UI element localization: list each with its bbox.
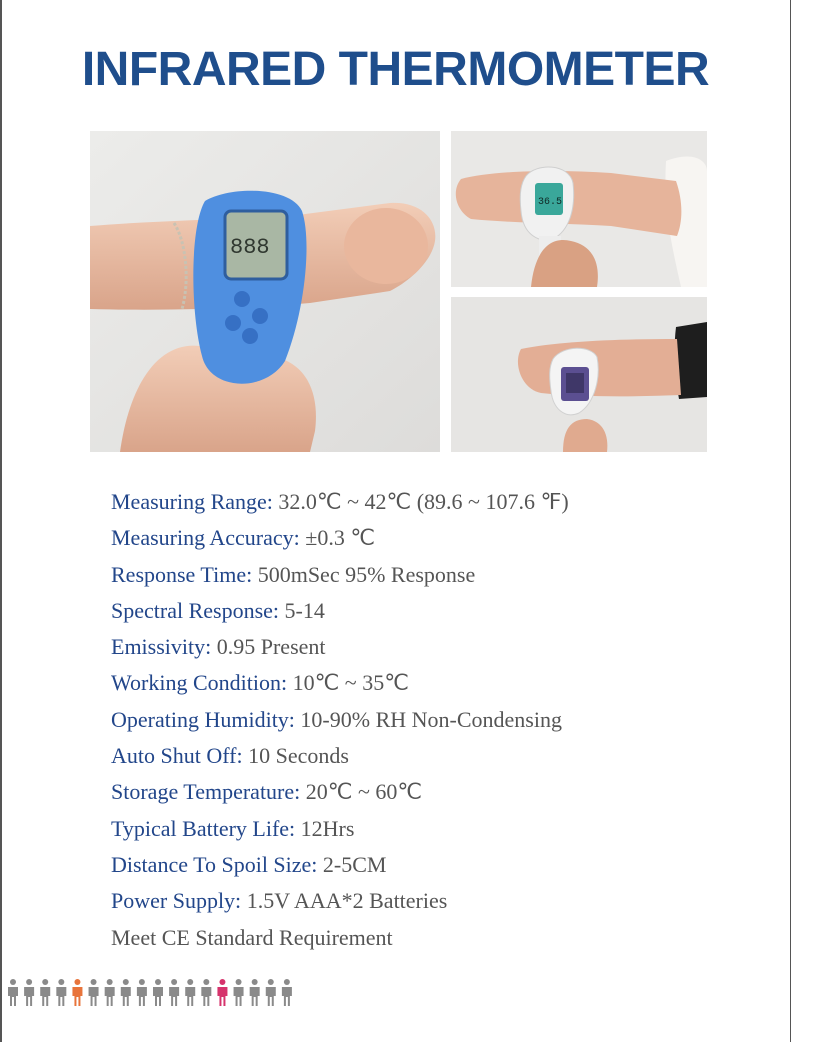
page-title: INFRARED THERMOMETER [81, 43, 710, 96]
spec-distance-to-spot [111, 847, 569, 883]
spec-value: 20℃ ~ 60℃ [300, 779, 423, 805]
spec-ce-standard [111, 920, 569, 956]
spec-label: Operating Humidity: [111, 706, 295, 732]
spec-label: Measuring Accuracy: [111, 525, 300, 551]
spec-value: 32.0℃ ~ 42℃ (89.6 ~ 107.6 ℉) [272, 489, 569, 514]
spec-list [111, 484, 569, 956]
person-icon [8, 979, 18, 1006]
spec-value: 500mSec 95% Response [252, 561, 476, 587]
spec-storage-temperature [111, 774, 569, 810]
spec-value: 0.95 Present [211, 634, 326, 660]
spec-emissivity [111, 629, 569, 665]
spec-label: Emissivity: [111, 634, 212, 660]
spec-value: 5-14 [279, 597, 325, 623]
spec-response-time [111, 557, 569, 593]
spec-label: Response Time: [111, 561, 253, 587]
spec-label: Power Supply: [111, 888, 242, 914]
spec-measuring-accuracy [111, 520, 569, 556]
spec-label: Storage Temperature: [111, 779, 301, 805]
person-icon [266, 979, 276, 1006]
person-icon [40, 979, 50, 1006]
spec-value: Meet CE Standard Requirement [111, 924, 393, 950]
thermometer-wrist-photo-bottom [451, 297, 707, 452]
person-icon [201, 979, 211, 1006]
person-icon [169, 979, 179, 1006]
spec-value: 10-90% RH Non-Condensing [294, 706, 562, 732]
spec-value: 10 Seconds [242, 743, 349, 769]
spec-value: 1.5V AAA*2 Batteries [241, 888, 448, 914]
spec-working-condition [111, 665, 569, 701]
top-lcd-reading: 36.5 [538, 197, 563, 208]
spec-label: Working Condition: [111, 670, 288, 696]
thermometer-wrist-photo-main [90, 131, 440, 452]
person-icon [153, 979, 163, 1006]
people-icon-row [5, 978, 295, 1008]
spec-value: 12Hrs [295, 815, 355, 841]
main-lcd-digits: 888 [230, 235, 270, 260]
spec-value: ±0.3 ℃ [299, 525, 376, 551]
spec-auto-shut-off [111, 738, 569, 774]
person-icon [137, 979, 147, 1006]
person-icon [72, 979, 82, 1006]
spec-label: Typical Battery Life: [111, 815, 296, 841]
person-icon [282, 979, 292, 1006]
spec-label: Measuring Range: [111, 489, 273, 514]
spec-label: Auto Shut Off: [111, 743, 243, 769]
person-icon [185, 979, 195, 1006]
person-icon [234, 979, 244, 1006]
spec-label: Spectral Response: [111, 597, 280, 623]
spec-label: Distance To Spoil Size: [111, 851, 318, 877]
thermometer-wrist-photo-top [451, 131, 707, 287]
spec-spectral-response [111, 593, 569, 629]
person-icon [105, 979, 115, 1006]
person-icon [250, 979, 260, 1006]
person-icon [89, 979, 99, 1006]
person-icon [217, 979, 227, 1006]
spec-value: 10℃ ~ 35℃ [287, 670, 409, 696]
spec-battery-life [111, 811, 569, 847]
spec-value: 2-5CM [317, 851, 387, 877]
person-icon [121, 979, 131, 1006]
person-icon [24, 979, 34, 1006]
spec-measuring-range [111, 484, 569, 520]
spec-power-supply [111, 883, 569, 919]
spec-operating-humidity [111, 702, 569, 738]
person-icon [56, 979, 66, 1006]
